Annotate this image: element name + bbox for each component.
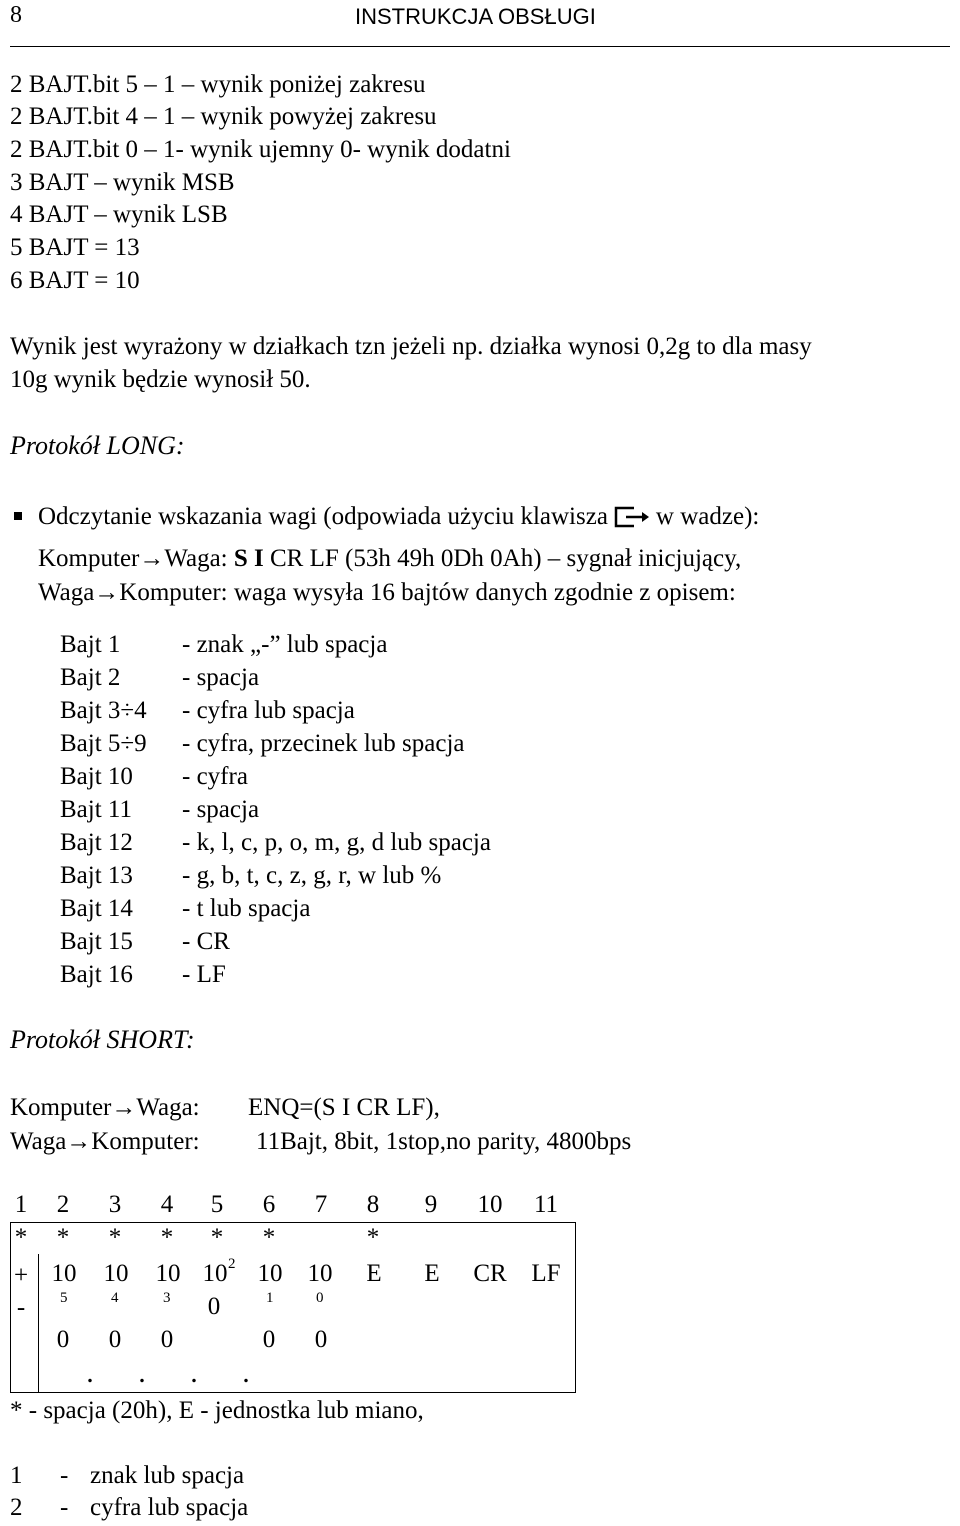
table-cell-ten: 10 <box>155 1260 181 1287</box>
byte-desc: - g, b, t, c, z, g, r, w lub % <box>182 862 442 889</box>
arrow-right-icon: → <box>139 545 165 572</box>
paragraph-line: Wynik jest wyrażony w działkach tzn jeżeli np. działka wynosi 0,2g to dla masy <box>10 333 812 360</box>
label-scale: Waga: <box>136 1094 200 1121</box>
table-cell-exp: 1 <box>266 1290 274 1306</box>
footnote-text: cyfra lub spacja <box>90 1494 249 1521</box>
short-command-line <box>10 1092 440 1124</box>
footnote-number: 1 <box>10 1462 23 1489</box>
section-heading-long: Protokół LONG: <box>10 431 185 460</box>
footnote-dash: - <box>60 1494 69 1521</box>
response-line <box>38 577 736 609</box>
text-line: 6 BAJT = 10 <box>10 267 140 294</box>
table-cell-ten: 10 <box>103 1260 129 1287</box>
table-header: 5 <box>210 1191 224 1218</box>
byte-desc: - spacja <box>182 664 260 691</box>
table-cell-ten: 10 <box>307 1260 333 1287</box>
table-cell-exp: 4 <box>111 1290 119 1306</box>
byte-label: Bajt 12 <box>60 829 133 856</box>
table-header: 2 <box>56 1191 70 1218</box>
table-cell-exp: 5 <box>60 1290 68 1306</box>
table-divider <box>38 1254 39 1392</box>
byte-list <box>60 628 491 991</box>
table-cell-zero: 0 <box>314 1326 328 1353</box>
byte-row <box>60 793 491 826</box>
byte-label: Bajt 16 <box>60 961 133 988</box>
byte-desc: - t lub spacja <box>182 895 311 922</box>
table-cell-exp: 2 <box>228 1256 236 1272</box>
table-header: 9 <box>424 1191 438 1218</box>
page-number: 8 <box>10 2 22 28</box>
command-si: S I <box>233 545 264 572</box>
print-key-icon <box>612 505 652 531</box>
table-cell-star: * <box>366 1224 380 1251</box>
byte-label: Bajt 14 <box>60 895 133 922</box>
table-cell-zero: 0 <box>160 1326 174 1353</box>
table-header: 10 <box>477 1191 503 1218</box>
byte-label: Bajt 10 <box>60 763 133 790</box>
footnote-text: znak lub spacja <box>90 1462 245 1489</box>
table-cell-minus: - <box>16 1294 26 1321</box>
label-scale: Waga <box>10 1128 67 1155</box>
response-text: Komputer: waga wysyła 16 bajtów danych zgodnie z opisem: <box>119 579 736 606</box>
table-cell-exp: 3 <box>163 1290 171 1306</box>
table-header: 7 <box>314 1191 328 1218</box>
table-cell-zero: 0 <box>56 1326 70 1353</box>
table-cell-plus: + <box>13 1262 29 1289</box>
table-header: 1 <box>14 1191 28 1218</box>
bullet-text-end: w wadze): <box>655 503 760 530</box>
table-border-right <box>575 1222 576 1392</box>
arrow-right-icon: → <box>111 1094 137 1121</box>
transmission-params: 11Bajt, 8bit, 1stop,no parity, 4800bps <box>256 1128 632 1155</box>
bullet-text: Odczytanie wskazania wagi (odpowiada użyciu klawisza <box>38 503 608 530</box>
byte-desc: - LF <box>182 961 226 988</box>
footnote-dash: - <box>60 1462 69 1489</box>
table-border-top <box>10 1222 576 1223</box>
table-cell-zero: 0 <box>108 1326 122 1353</box>
byte-row <box>60 892 491 925</box>
table-header: 11 <box>533 1191 559 1218</box>
table-header: 8 <box>366 1191 380 1218</box>
byte-row <box>60 826 491 859</box>
byte-desc: - znak „-” lub spacja <box>182 631 388 658</box>
command-line <box>38 543 741 575</box>
table-cell-ten: 10 <box>257 1260 283 1287</box>
text-line: 4 BAJT – wynik LSB <box>10 201 228 228</box>
text-line: 5 BAJT = 13 <box>10 234 140 261</box>
byte-row <box>60 628 491 661</box>
table-cell-ten: 10 <box>51 1260 77 1287</box>
byte-row <box>60 859 491 892</box>
command-rest: CR LF (53h 49h 0Dh 0Ah) – sygnał inicjujący, <box>263 545 742 572</box>
paragraph-line: 10g wynik będzie wynosił 50. <box>10 366 311 393</box>
label-computer: Komputer <box>38 545 140 572</box>
table-cell-dot: . <box>86 1356 94 1389</box>
table-cell-star: * <box>210 1224 224 1251</box>
table-cell-star: * <box>108 1224 122 1251</box>
byte-desc: - cyfra lub spacja <box>182 697 355 724</box>
byte-label: Bajt 1 <box>60 631 121 658</box>
byte-desc: - spacja <box>182 796 260 823</box>
table-cell-zero: 0 <box>262 1326 276 1353</box>
table-cell-star: * <box>262 1224 276 1251</box>
table-border-bottom <box>10 1392 576 1393</box>
table-cell-dot: . <box>138 1356 146 1389</box>
byte-label: Bajt 5÷9 <box>60 730 147 757</box>
table-cell-ten: 10 <box>202 1260 228 1287</box>
table-cell-zero: 0 <box>207 1293 221 1320</box>
byte-desc: - k, l, c, p, o, m, g, d lub spacja <box>182 829 491 856</box>
byte-desc: - cyfra <box>182 763 248 790</box>
table-header: 4 <box>160 1191 174 1218</box>
short-response-line <box>10 1126 632 1158</box>
byte-row <box>60 958 491 991</box>
byte-label: Bajt 15 <box>60 928 133 955</box>
byte-row <box>60 760 491 793</box>
table-cell-unit: E <box>366 1260 382 1287</box>
table-cell-star: * <box>56 1224 70 1251</box>
arrow-right-icon: → <box>66 1128 92 1155</box>
byte-label: Bajt 3÷4 <box>60 697 147 724</box>
page-title: INSTRUKCJA OBSŁUGI <box>355 4 596 29</box>
byte-row <box>60 661 491 694</box>
footnote-number: 2 <box>10 1494 23 1521</box>
table-cell-star: * <box>160 1224 174 1251</box>
label-scale: Waga <box>38 579 95 606</box>
byte-label: Bajt 11 <box>60 796 132 823</box>
arrow-right-icon: → <box>94 579 120 606</box>
table-header: 6 <box>262 1191 276 1218</box>
table-header: 3 <box>108 1191 122 1218</box>
page-header <box>10 0 950 47</box>
table-cell-star: * <box>14 1224 28 1251</box>
table-cell-dot: . <box>242 1356 250 1389</box>
byte-row <box>60 727 491 760</box>
text-line: 2 BAJT.bit 5 – 1 – wynik poniżej zakresu <box>10 71 426 98</box>
label-scale: Waga: <box>164 545 234 572</box>
table-cell-unit: E <box>424 1260 440 1287</box>
byte-label: Bajt 2 <box>60 664 121 691</box>
table-legend: * - spacja (20h), E - jednostka lub miano, <box>10 1397 424 1424</box>
text-line: 2 BAJT.bit 4 – 1 – wynik powyżej zakresu <box>10 103 437 130</box>
table-cell-dot: . <box>190 1356 198 1389</box>
text-line: 2 BAJT.bit 0 – 1- wynik ujemny 0- wynik dodatni <box>10 136 511 163</box>
command-enq: ENQ=(S I CR LF), <box>248 1094 440 1121</box>
bullet-icon <box>14 512 22 520</box>
label-computer: Komputer: <box>91 1128 200 1155</box>
byte-row <box>60 925 491 958</box>
section-heading-short: Protokół SHORT: <box>10 1025 195 1054</box>
table-cell-cr: CR <box>473 1260 507 1287</box>
text-line: 3 BAJT – wynik MSB <box>10 169 235 196</box>
byte-row <box>60 694 491 727</box>
footnote-line <box>10 1460 245 1492</box>
table-cell-exp: 0 <box>316 1290 324 1306</box>
byte-label: Bajt 13 <box>60 862 133 889</box>
footnote-line <box>10 1492 249 1524</box>
byte-desc: - CR <box>182 928 230 955</box>
table-cell-lf: LF <box>531 1260 561 1287</box>
byte-desc: - cyfra, przecinek lub spacja <box>182 730 465 757</box>
label-computer: Komputer <box>10 1094 112 1121</box>
bullet-line <box>38 501 759 533</box>
